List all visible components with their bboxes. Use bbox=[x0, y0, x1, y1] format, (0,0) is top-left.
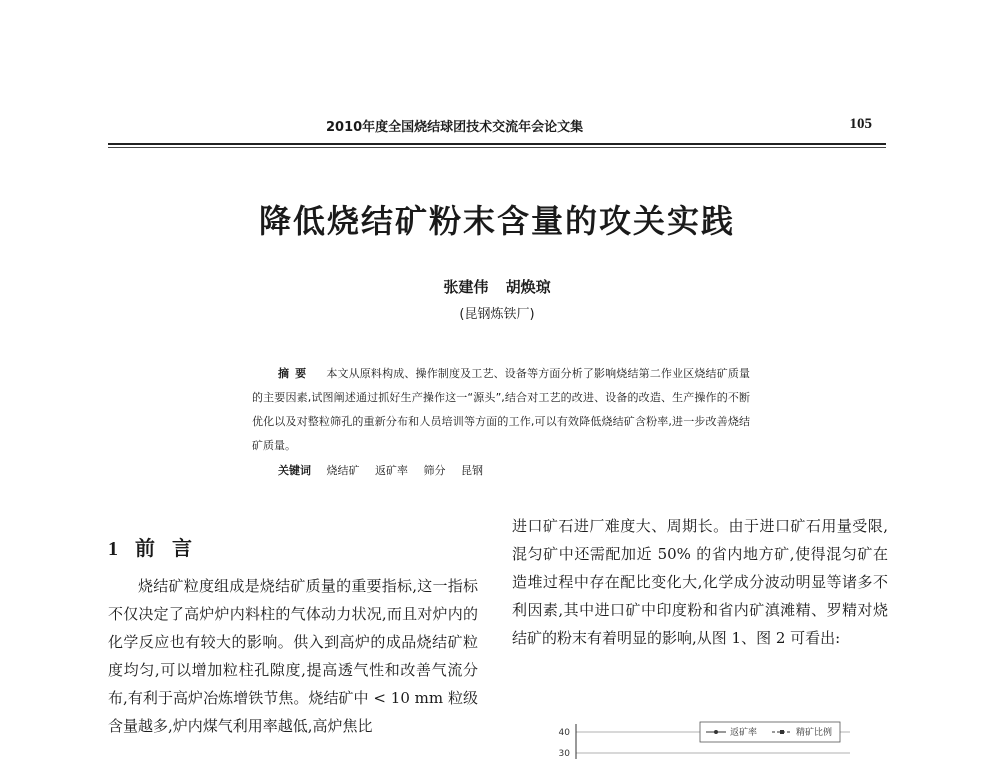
section-heading: 1 前 言 bbox=[108, 538, 198, 560]
article-title: 降低烧结矿粉末含量的攻关实践 bbox=[258, 202, 735, 240]
running-header bbox=[108, 116, 886, 138]
abstract-text: 本文从原料构成、操作制度及工艺、设备等方面分析了影响烧结第二作业区烧结矿质量的主要因素,试图阐述通过抓好生产操作这一“源头”,结合对工艺的改进、设备的改造、生产操作的不断优化以及对整粒筛孔的重新分布和人员培训等方面的工作,可以有效降低烧结矿含粉率,进一步改善烧结矿质量。 bbox=[252, 367, 751, 452]
figure-1 bbox=[540, 718, 860, 759]
legend-marker-series-1 bbox=[714, 730, 718, 734]
legend-label-series-1: 返矿率 bbox=[730, 728, 758, 738]
figure-1-chart bbox=[540, 718, 860, 759]
keywords-label: 关键词 bbox=[278, 464, 311, 477]
affiliation: (昆钢炼铁厂) bbox=[459, 307, 535, 322]
header-rule-thin bbox=[108, 147, 886, 148]
keyword-item: 筛分 bbox=[423, 464, 446, 477]
page-number: 105 bbox=[849, 116, 872, 132]
keyword-item: 返矿率 bbox=[375, 464, 408, 477]
legend-marker-series-2 bbox=[780, 730, 784, 734]
y-tick-label: 40 bbox=[558, 728, 570, 738]
keyword-item: 烧结矿 bbox=[326, 464, 360, 477]
keywords bbox=[278, 462, 748, 478]
y-tick-label: 30 bbox=[558, 749, 570, 759]
journal-title: 2010年度全国烧结球团技术交流年会论文集 bbox=[326, 120, 584, 135]
body-paragraph: 烧结矿粒度组成是烧结矿质量的重要指标,这一指标不仅决定了高炉炉内料柱的气体动力状况,而且对炉内的化学反应也有较大的影响。供入到高炉的成品烧结矿粒度均匀,可以增加粒柱孔隙度,提高透气性和改善气流分布,有利于高炉冶炼增铁节焦。烧结矿中 < 10 mm 粒级含量越多,炉内煤气利用率越低,高炉焦比 bbox=[108, 577, 478, 735]
body-paragraph: 进口矿石进厂难度大、周期长。由于进口矿石用量受限,混匀矿中还需配加近 50% 的省内地方矿,使得混匀矿在造堆过程中存在配比变化大,化学成分波动明显等诸多不利因素,其中进口矿中印度粉和省内矿滇滩精、罗精对烧结矿的粉末有着明显的影响,从图 1、图 2 可看出: bbox=[512, 517, 888, 647]
left-column bbox=[108, 572, 478, 740]
abstract bbox=[252, 362, 750, 458]
header-rule-thick bbox=[108, 143, 886, 145]
right-column bbox=[512, 512, 888, 652]
keyword-item: 昆钢 bbox=[461, 464, 483, 477]
abstract-label: 摘要 bbox=[278, 367, 313, 380]
authors: 张建伟 胡焕琼 bbox=[443, 278, 551, 296]
legend-label-series-2: 精矿比例 bbox=[796, 728, 833, 738]
